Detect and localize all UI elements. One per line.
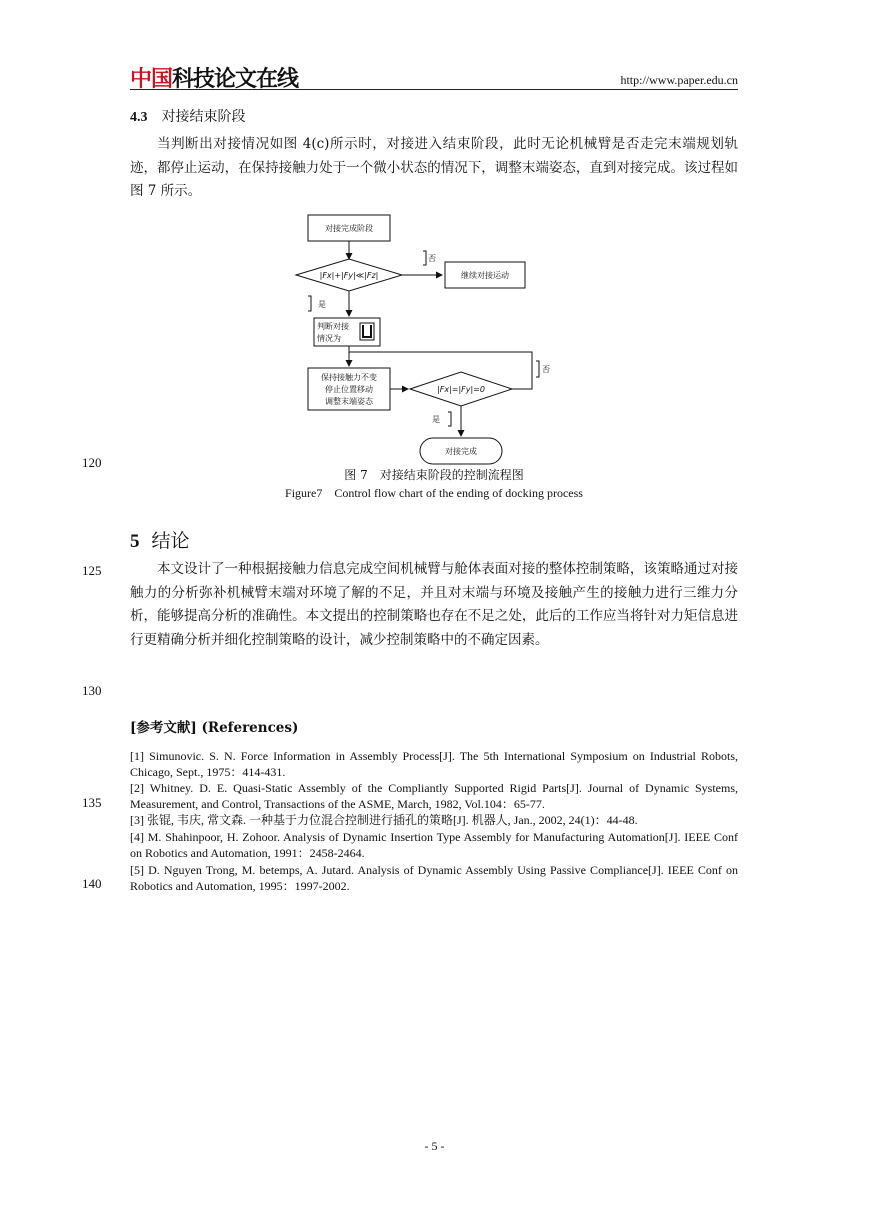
reference-3: [3] 张锟, 韦庆, 常文森. 一种基于力位混合控制进行插孔的策略[J]. 机器人, Jan., 2002, 24(1)：44-48. — [130, 813, 638, 827]
reference-5: [5] D. Nguyen Trong, M. betemps, A. Jutard. Analysis of Dynamic Assembly Using Passive Compliance[J]. IEEE Conf on Robotics and Automation, 1995：1997-2002. — [130, 863, 738, 894]
section-4-3-heading — [130, 106, 246, 126]
header-url: http://www.paper.edu.cn — [620, 73, 738, 87]
reference-1: [1] Simunovic. S. N. Force Information in Assembly Process[J]. The 5th International Symposium on Industrial Robots, Chicago, Sept., 1975：414-431. — [130, 749, 738, 780]
page-number: - 5 - — [424, 1139, 445, 1153]
flow-yes-label-1: 是 — [318, 300, 326, 309]
flow-end-text: 对接完成 — [445, 447, 477, 456]
section-5-number: 5 — [130, 531, 140, 552]
reference-2: [2] Whitney. D. E. Quasi-Static Assembly of the Compliantly Supported Rigid Parts[J]. Journal of Dynamic Systems, Measurement, and Control, Transactions of the ASME, March, 1982, Vol.104：65-77. — [130, 781, 738, 812]
flow-start-text: 对接完成阶段 — [325, 224, 373, 233]
section-5-title: 结论 — [151, 530, 190, 552]
line-number-130: 130 — [82, 683, 102, 698]
flow-keep-text-2: 停止位置移动 — [325, 385, 373, 394]
flowchart-figure-7 — [280, 205, 570, 470]
line-number-140: 140 — [82, 876, 102, 891]
section-5-heading — [130, 526, 190, 553]
flow-decision-2-text: |Fx|=|Fy|=0 — [437, 385, 485, 394]
references-heading: [参考文献] (References) — [130, 720, 299, 736]
section-5-paragraph: 本文设计了一种根据接触力信息完成空间机械臂与舱体表面对接的整体控制策略，该策略通过对接触力的分析弥补机械臂末端对环境了解的不足，并且对末端与环境及接触产生的接触力进行三维力分析，能够提高分析的准确性。本文提出的控制策略也存在不足之处，此后的工作应当将针对力矩信息进行更精确分析并细化控制策略的设计，减少控制策略中的不确定因素。 — [130, 561, 738, 648]
figure-caption-en: Figure7 Control flow chart of the ending of docking process — [285, 486, 583, 500]
section-4-3-number: 4.3 — [130, 110, 148, 125]
flow-judge-text-1: 判断对接 — [317, 322, 349, 331]
reference-4: [4] M. Shahinpoor, H. Zohoor. Analysis of Dynamic Insertion Type Assembly for Manufacturing Automation[J]. IEEE Conf on Robotics and Automation, 1991：2458-2464. — [130, 830, 738, 861]
flow-no-label-1: 否 — [428, 254, 436, 263]
flow-keep-text-3: 调整末端姿态 — [325, 397, 373, 406]
section-4-3-title: 对接结束阶段 — [161, 109, 246, 125]
logo-red-text: 中国 — [130, 67, 173, 92]
header-divider — [130, 89, 738, 90]
flow-judge-text-2: 情况为 — [317, 334, 341, 343]
flow-keep-text-1: 保持接触力不变 — [321, 373, 377, 382]
line-number-135: 135 — [82, 795, 102, 810]
logo-black-text: 科技论文在线 — [172, 67, 299, 92]
flow-decision-1-text: |Fx|+|Fy|≪|Fz| — [319, 271, 379, 280]
flow-no-label-2: 否 — [542, 365, 550, 374]
line-number-120: 120 — [82, 455, 102, 470]
section-4-3-paragraph: 当判断出对接情况如图 4(c)所示时，对接进入结束阶段，此时无论机械臂是否走完末端规划轨迹，都停止运动，在保持接触力处于一个微小状态的情况下，调整末端姿态，直到对接完成。该过程如图 7 所示。 — [130, 136, 738, 199]
line-number-125: 125 — [82, 563, 102, 578]
flow-continue-text: 继续对接运动 — [461, 271, 509, 280]
figure-caption-cn: 图 7 对接结束阶段的控制流程图 — [344, 468, 524, 482]
flow-yes-label-2: 是 — [432, 415, 440, 424]
